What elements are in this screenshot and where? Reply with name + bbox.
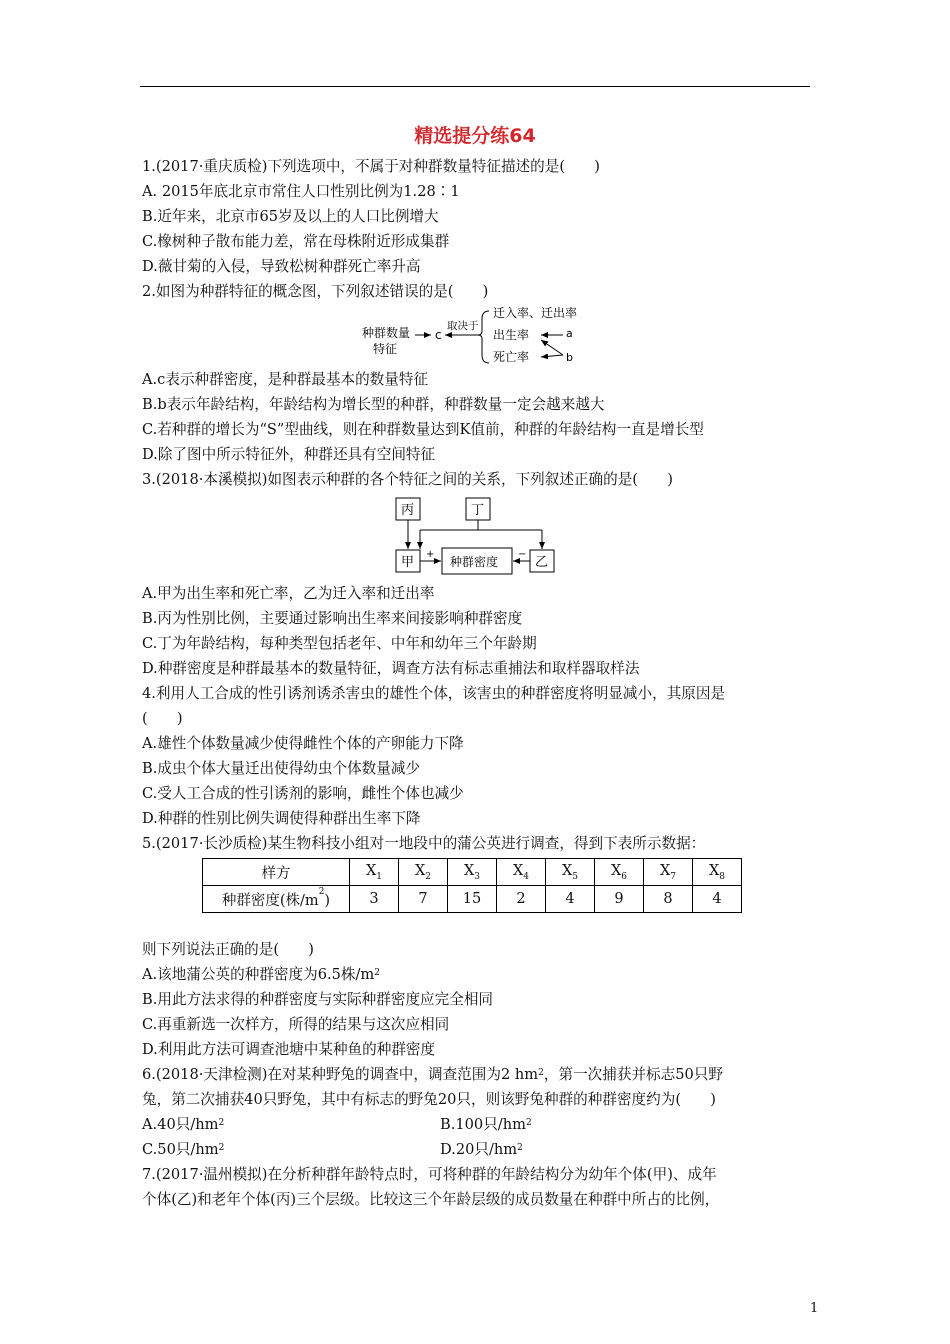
- q3-box-jia: 甲: [401, 555, 415, 570]
- q5-header-cell: $X_4$: [497, 859, 546, 886]
- q3-option-d: D.种群密度是种群最基本的数量特征，调查方法有标志重捕法和取样器取样法: [142, 660, 640, 677]
- q6-stem-line1: 6.(2018·天津检测)在对某种野兔的调查中，调查范围为2 $hm^2$，第一次捕获并标志50只野: [142, 1066, 723, 1083]
- q1-option-c: C.橡树种子散布能力差，常在母株附近形成集群: [142, 233, 450, 250]
- q5-header-cell: $X_5$: [546, 859, 595, 886]
- q2-stem: 2.如图为种群特征的概念图，下列叙述错误的是( ): [142, 283, 489, 300]
- q2-item-death: 死亡率: [493, 350, 530, 364]
- q5-option-a: A.该地蒲公英的种群密度为6.5株$/m^2$: [142, 966, 381, 983]
- q2-item-migration: 迁入率、迁出率: [493, 306, 578, 320]
- header-rule: [140, 86, 810, 87]
- q6-option-b: B.100只$/hm^2$: [440, 1116, 532, 1133]
- page-number: 1: [810, 1301, 819, 1316]
- q3-box-bing: 丙: [401, 503, 415, 518]
- q5-header-cell: $X_1$: [350, 859, 399, 886]
- q6-option-a: A.40只$/hm^2$: [142, 1116, 225, 1133]
- q3-stem: 3.(2018·本溪模拟)如图表示种群的各个特征之间的关系，下列叙述正确的是( ): [142, 471, 673, 488]
- q1-option-a: A. 2015年底北京市常住人口性别比例为1.28∶1: [142, 183, 460, 200]
- q1-option-b: B.近年来，北京市65岁及以上的人口比例增大: [142, 208, 439, 225]
- q6-option-d: D.20只$/hm^2$: [440, 1141, 523, 1158]
- q2-option-a: A.c表示种群密度，是种群最基本的数量特征: [142, 371, 429, 388]
- q4-option-b: B.成虫个体大量迁出使得幼虫个体数量减少: [142, 760, 421, 777]
- q4-stem: 4.利用人工合成的性引诱剂诱杀害虫的雄性个体，该害虫的种群密度将明显减小，其原因是: [142, 685, 726, 702]
- q5-data-table: [202, 858, 742, 913]
- q2-node-c: c: [435, 328, 442, 342]
- q4-option-a: A.雄性个体数量减少使得雌性个体的产卵能力下降: [142, 735, 464, 752]
- q5-option-c: C.再重新选一次样方，所得的结果与这次应相同: [142, 1016, 450, 1033]
- q2-item-birth: 出生率: [493, 328, 530, 342]
- q4-option-d: D.种群的性别比例失调使得种群出生率下降: [142, 810, 421, 827]
- page-title: 精选提分练64: [414, 125, 536, 147]
- q5-option-d: D.利用此方法可调查池塘中某种鱼的种群密度: [142, 1041, 436, 1058]
- q3-option-a: A.甲为出生率和死亡率，乙为迁入率和迁出率: [142, 585, 435, 602]
- q5-header-cell: $X_7$: [644, 859, 693, 886]
- q1-option-d: D.薇甘菊的入侵，导致松树种群死亡率升高: [142, 258, 421, 275]
- q2-option-b: B.b表示年龄结构，年龄结构为增长型的种群，种群数量一定会越来越大: [142, 396, 605, 413]
- q5-value-cell: 8: [644, 886, 693, 913]
- q5-value-cell: 7: [399, 886, 448, 913]
- q5-header-cell: $X_6$: [595, 859, 644, 886]
- q5-value-cell: 4: [693, 886, 742, 913]
- q5-header-cell: $X_3$: [448, 859, 497, 886]
- q2-concept-diagram: [355, 305, 605, 367]
- q5-row-label: 种群密度(株$/m^2$): [203, 886, 350, 913]
- q5-table-value-row: [203, 886, 742, 913]
- q5-stem: 5.(2017·长沙质检)某生物科技小组对一地段中的蒲公英进行调查，得到下表所示数据：: [142, 835, 706, 852]
- q3-box-ding: 丁: [471, 503, 485, 518]
- q6-stem-line2: 兔，第二次捕获40只野兔，其中有标志的野兔20只，则该野兔种群的种群密度约为( ): [142, 1091, 716, 1108]
- q3-option-b: B.丙为性别比例，主要通过影响出生率来间接影响种群密度: [142, 610, 523, 627]
- q5-header-cell: $X_8$: [693, 859, 742, 886]
- q5-value-cell: 4: [546, 886, 595, 913]
- q2-left-label-1: 种群数量: [362, 326, 411, 340]
- q3-plus-sign: +: [426, 549, 435, 560]
- q2-option-c: C.若种群的增长为“S”型曲线，则在种群数量达到K值前，种群的年龄结构一直是增长型: [142, 421, 704, 438]
- q7-stem-line1: 7.(2017·温州模拟)在分析种群年龄特点时，可将种群的年龄结构分为幼年个体(甲)、成年: [142, 1166, 717, 1183]
- q2-arrow-label: 取决于: [447, 320, 479, 332]
- q2-node-a: a: [566, 327, 573, 340]
- q5-value-cell: 3: [350, 886, 399, 913]
- q3-option-c: C.丁为年龄结构，每种类型包括老年、中年和幼年三个年龄期: [142, 635, 537, 652]
- q5-table-header-row: [203, 859, 742, 886]
- q5-value-cell: 2: [497, 886, 546, 913]
- q3-box-density: 种群密度: [450, 555, 499, 569]
- q5-header-label: 样方: [203, 859, 350, 886]
- q5-option-b: B.用此方法求得的种群密度与实际种群密度应完全相同: [142, 991, 494, 1008]
- q6-option-c: C.50只$/hm^2$: [142, 1141, 225, 1158]
- q1-stem: 1.(2017·重庆质检)下列选项中，不属于对种群数量特征描述的是( ): [142, 158, 600, 175]
- q3-relation-diagram: [390, 494, 560, 579]
- q3-minus-sign: −: [518, 549, 527, 560]
- q2-left-label-2: 特征: [373, 342, 398, 356]
- q5-question: 则下列说法正确的是( ): [142, 941, 314, 958]
- q3-box-yi: 乙: [535, 555, 549, 570]
- q2-option-d: D.除了图中所示特征外，种群还具有空间特征: [142, 446, 436, 463]
- q5-value-cell: 9: [595, 886, 644, 913]
- q4-stem-blank: ( ): [142, 710, 183, 727]
- q5-value-cell: 15: [448, 886, 497, 913]
- q4-option-c: C.受人工合成的性引诱剂的影响，雌性个体也减少: [142, 785, 464, 802]
- q7-stem-line2: 个体(乙)和老年个体(丙)三个层级。比较这三个年龄层级的成员数量在种群中所占的比例，: [142, 1191, 720, 1208]
- q5-header-cell: $X_2$: [399, 859, 448, 886]
- q2-node-b: b: [566, 351, 573, 364]
